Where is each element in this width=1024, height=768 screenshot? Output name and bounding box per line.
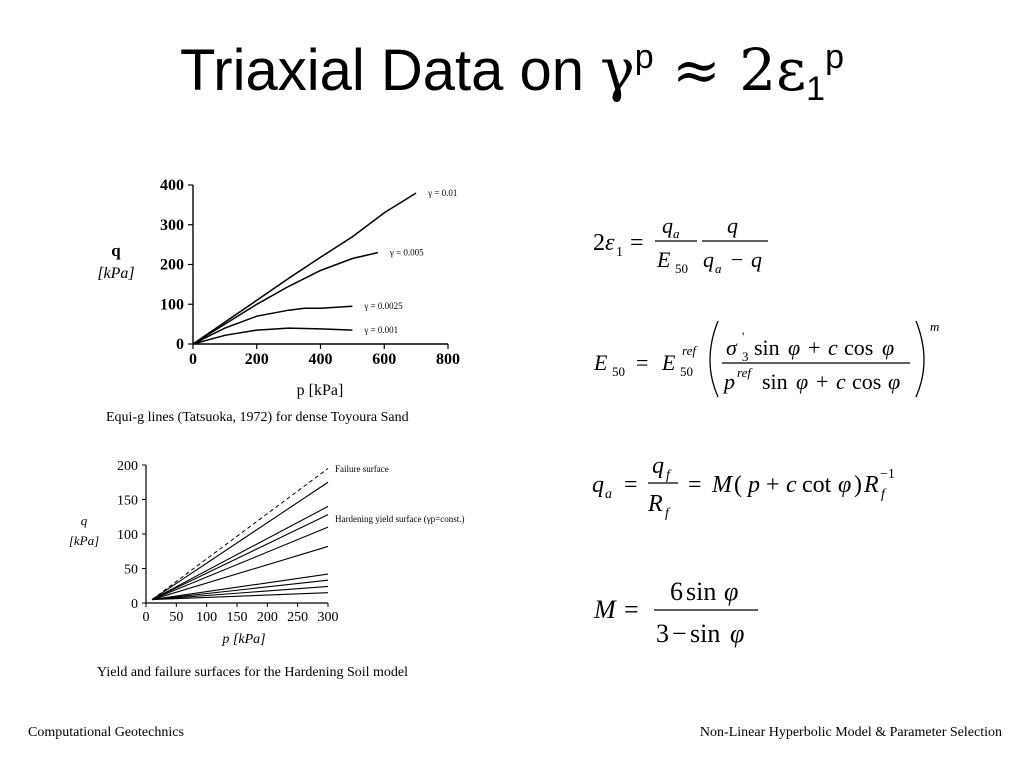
chart-equi-gamma-lines: [80, 170, 480, 410]
eq2-sin1: sin: [754, 335, 780, 360]
title-p1: p: [634, 38, 654, 76]
y-tick-label: 0: [176, 336, 184, 353]
x-axis-label: p [kPa]: [222, 632, 266, 647]
x-tick-label: 150: [226, 610, 248, 625]
eq3-a: a: [605, 487, 612, 502]
eq2-c1: c: [828, 335, 838, 360]
yield-surface-line: [152, 482, 328, 599]
eq1-E: E: [657, 247, 671, 272]
x-tick-label: 50: [169, 610, 184, 625]
y-tick-label: 0: [131, 597, 138, 612]
eq3-plus: +: [766, 472, 780, 498]
y-tick-label: 100: [160, 296, 184, 314]
eq3-qf: q: [652, 453, 664, 479]
eq1-qa2-sub: a: [715, 261, 722, 276]
series-line-1: [193, 193, 416, 344]
footer-right: Non-Linear Hyperbolic Model & Parameter Selection: [699, 725, 1002, 740]
x-tick-label: 200: [256, 610, 278, 625]
eq4-three: 3: [656, 619, 669, 648]
eq2-cos1: cos: [844, 335, 874, 360]
eq2-phi2: φ: [882, 335, 895, 360]
eq2-e50: 50: [612, 364, 625, 379]
series-label-4: γ = 0.001: [364, 325, 399, 336]
y-tick-label: 200: [160, 256, 184, 274]
series-label-3: γ = 0.0025: [364, 301, 403, 312]
eq3-q: q: [592, 472, 604, 498]
eq4-M: M: [594, 595, 616, 624]
x-axis-label: p [kPa]: [296, 382, 344, 399]
eq3-minus1: −1: [880, 467, 895, 482]
eq2-plus1: +: [808, 335, 821, 360]
eq1-qa-sub: a: [673, 226, 680, 241]
eq1-eps: ε: [605, 230, 615, 256]
eq4-phi2: φ: [730, 619, 745, 648]
eq2-prime: ': [742, 329, 745, 344]
annotation-failure: Failure surface: [335, 464, 389, 474]
annotation-yield: Hardening yield surface (γp=const.): [335, 514, 465, 524]
eq1-eq: =: [630, 230, 644, 256]
x-tick-label: 600: [372, 351, 397, 368]
eq2-p: p: [724, 369, 735, 394]
eq2-phi4: φ: [888, 369, 901, 394]
equation-qa: [590, 445, 930, 530]
footer-left: Computational Geotechnics: [28, 725, 184, 740]
yield-surface-line: [152, 580, 328, 599]
eq1-qa2: q: [703, 247, 714, 272]
x-tick-label: 0: [142, 610, 150, 625]
eq3-R2: R: [864, 472, 879, 498]
eq3-f2: f: [665, 506, 669, 521]
y-tick-label: 200: [117, 459, 138, 474]
yield-surface-line: [152, 546, 328, 599]
equation-strain: [585, 205, 785, 280]
eq1-sub1: 1: [616, 245, 623, 260]
equation-e50: [590, 315, 950, 405]
eq3-f1: f: [666, 468, 670, 483]
x-tick-label: 400: [308, 351, 333, 368]
y-axis-unit: [kPa]: [68, 533, 100, 548]
eq3-M: M: [712, 472, 732, 498]
eq3-cot: cot: [802, 472, 832, 498]
eq4-sin2: sin: [690, 619, 721, 648]
eq2-three: 3: [742, 349, 749, 364]
eq4-six: 6: [670, 577, 683, 606]
eq3-p: p: [748, 472, 760, 498]
yield-surface-line: [152, 506, 328, 599]
eq2-c2: c: [836, 369, 846, 394]
y-tick-label: 300: [160, 216, 184, 234]
failure-surface-line: [152, 468, 328, 599]
series-label-2: γ = 0.005: [389, 247, 424, 258]
chart-yield-failure-surfaces: [58, 455, 488, 655]
title-sub1: 1: [806, 70, 826, 108]
x-tick-label: 300: [317, 610, 339, 625]
eq1-minus: −: [731, 247, 744, 272]
eq4-sin1: sin: [686, 577, 717, 606]
eq3-c: c: [786, 472, 797, 498]
equation-m: [590, 570, 770, 655]
eq3-phi: φ: [838, 472, 852, 498]
series-line-4: [193, 328, 352, 344]
y-tick-label: 50: [124, 562, 138, 578]
eq1-e50: 50: [675, 261, 688, 276]
x-tick-label: 250: [287, 610, 309, 625]
title-gamma: γ: [600, 36, 635, 104]
eq2-sin2: sin: [762, 369, 788, 394]
eq2-cos2: cos: [852, 369, 882, 394]
eq4-phi1: φ: [724, 577, 739, 606]
caption-bottom: Yield and failure surfaces for the Hardening Soil model: [97, 665, 409, 680]
eq1-q-den: q: [751, 247, 762, 272]
eq3-eq2: =: [688, 472, 702, 498]
x-tick-label: 0: [189, 351, 197, 368]
eq2-ref1: ref: [682, 343, 696, 358]
eq4-minus: −: [672, 619, 687, 648]
series-label-1: γ = 0.01: [428, 187, 458, 198]
eq2-sigma: σ: [726, 335, 737, 360]
eq2-ref2: ref: [737, 365, 751, 380]
title-eps: ε: [776, 36, 807, 104]
eq2-plus2: +: [816, 369, 829, 394]
title-p2: p: [825, 38, 844, 76]
eq2-E: E: [594, 350, 608, 375]
eq2-m: m: [930, 319, 940, 334]
eq1-q-num: q: [727, 213, 738, 238]
eq1-qa: q: [662, 213, 673, 238]
eq2-phi3: φ: [796, 369, 809, 394]
eq3-f3: f: [881, 487, 885, 502]
y-axis-label: q: [80, 513, 88, 528]
eq4-eq: =: [624, 595, 639, 624]
x-tick-label: 200: [244, 351, 269, 368]
y-tick-label: 100: [117, 528, 138, 543]
title-main: Triaxial Data on: [179, 38, 601, 103]
y-axis-label: q: [111, 241, 121, 260]
eq2-E2: E: [662, 350, 676, 375]
y-tick-label: 400: [160, 177, 184, 194]
slide-title: [0, 36, 1024, 108]
title-approx: ≈ 2: [653, 36, 777, 104]
series-line-3: [193, 306, 352, 344]
eq3-open: (: [734, 472, 742, 498]
eq2-eq: =: [636, 350, 649, 375]
eq1-2: 2: [593, 230, 605, 256]
x-tick-label: 800: [436, 351, 460, 368]
y-axis-unit: [kPa]: [97, 265, 135, 282]
eq3-R: R: [648, 491, 663, 517]
x-tick-label: 100: [196, 610, 218, 625]
eq3-close: ): [854, 472, 862, 498]
y-tick-label: 150: [117, 493, 138, 509]
caption-top: Equi-g lines (Tatsuoka, 1972) for dense Toyoura Sand: [106, 410, 409, 425]
eq3-eq1: =: [624, 472, 638, 498]
eq2-phi1: φ: [788, 335, 801, 360]
eq2-e50b: 50: [680, 364, 693, 379]
